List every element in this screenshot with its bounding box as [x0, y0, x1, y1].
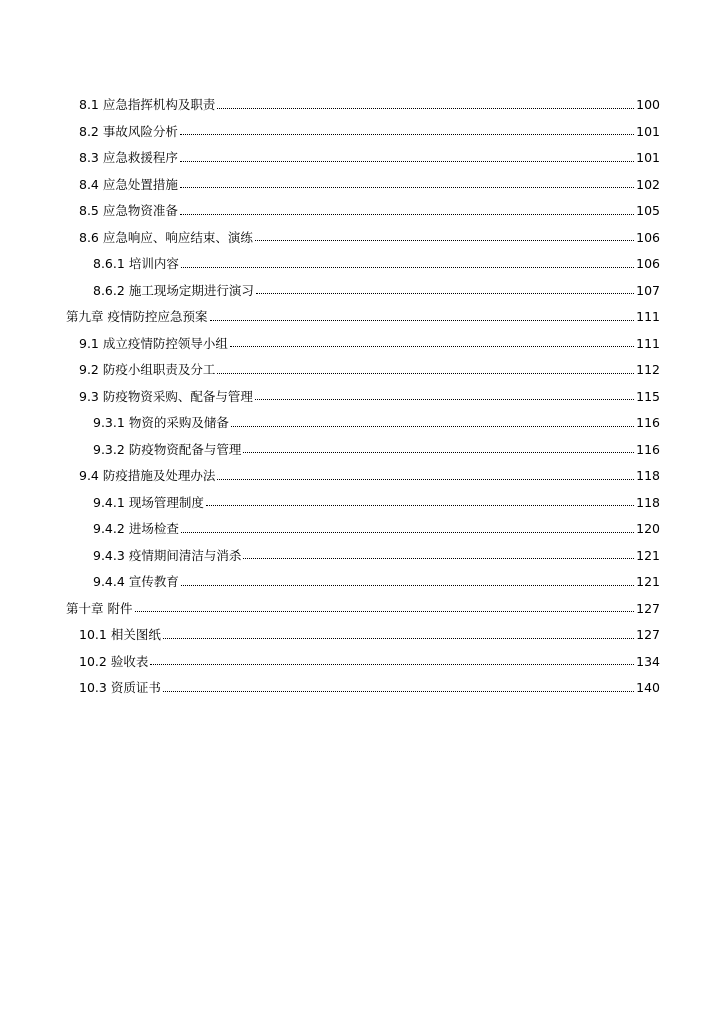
toc-entry-title: 事故风险分析: [102, 123, 178, 139]
toc-section-entry[interactable]: [66, 675, 660, 702]
toc-page-number: 102: [636, 176, 660, 192]
toc-section-entry[interactable]: [66, 92, 660, 119]
toc-entry-number: 9.2: [79, 362, 99, 377]
toc-entry-number: 10.2: [79, 653, 107, 669]
toc-entry-title: 应急响应、响应结束、演练: [102, 229, 253, 245]
toc-dot-leader: [243, 451, 634, 453]
toc-entry-number: 8.6: [79, 229, 99, 245]
toc-page-number: 106: [636, 256, 660, 271]
toc-dot-leader: [217, 372, 634, 374]
toc-entry-number: 8.4: [79, 176, 99, 192]
toc-entry-title: 应急救援程序: [102, 150, 178, 165]
toc-page-number: 107: [636, 282, 660, 298]
toc-entry-number: 第十章: [66, 600, 104, 616]
toc-entry-title: 防疫措施及处理办法: [102, 468, 216, 483]
toc-dot-leader: [255, 398, 634, 400]
toc-entry-number: 9.4.3: [93, 547, 125, 563]
toc-entry-number: 9.4: [79, 468, 99, 483]
toc-entry-number: 9.3.1: [93, 415, 125, 430]
toc-entry-title: 宣传教育: [128, 574, 179, 589]
toc-entry-title: 资质证书: [110, 680, 161, 695]
toc-dot-leader: [181, 266, 634, 268]
toc-section-entry[interactable]: [66, 331, 660, 358]
toc-entry-title: 防疫小组职责及分工: [102, 362, 216, 377]
toc-section-entry[interactable]: [66, 145, 660, 172]
toc-entry-number: 10.3: [79, 680, 107, 695]
toc-entry-title: 物资的采购及储备: [128, 415, 229, 430]
toc-section-entry[interactable]: [66, 198, 660, 225]
toc-entry-title: 防疫物资配备与管理: [128, 441, 242, 457]
toc-entry-number: 9.4.4: [93, 574, 125, 589]
toc-entry-number: 9.4.1: [93, 494, 125, 510]
toc-entry-title: 验收表: [110, 653, 149, 669]
toc-entry-number: 9.1: [79, 335, 99, 351]
toc-dot-leader: [150, 663, 634, 665]
toc-entry-number: 8.1: [79, 97, 99, 112]
table-of-contents: [66, 92, 660, 702]
toc-page-number: 118: [636, 494, 660, 510]
toc-entry-number: 8.6.1: [93, 256, 125, 271]
toc-entry-title: 应急指挥机构及职责: [102, 97, 216, 112]
toc-dot-leader: [243, 557, 634, 559]
toc-page-number: 127: [636, 627, 660, 642]
toc-entry-title: 培训内容: [128, 256, 179, 271]
toc-entry-title: 相关图纸: [110, 627, 161, 642]
toc-dot-leader: [180, 213, 634, 215]
toc-chapter-entry[interactable]: [66, 304, 660, 331]
toc-page-number: 115: [636, 388, 660, 404]
toc-page-number: 121: [636, 547, 660, 563]
toc-entry-title: 现场管理制度: [128, 494, 204, 510]
toc-entry-title: 疫情防控应急预案: [107, 309, 208, 324]
toc-dot-leader: [217, 107, 634, 109]
toc-entry-number: 8.2: [79, 123, 99, 139]
toc-entry-number: 9.3.2: [93, 441, 125, 457]
toc-dot-leader: [180, 133, 634, 135]
toc-section-entry[interactable]: [66, 119, 660, 146]
toc-page-number: 111: [636, 335, 660, 351]
toc-page-number: 111: [636, 309, 660, 324]
toc-section-entry[interactable]: [66, 622, 660, 649]
toc-dot-leader: [210, 319, 635, 321]
toc-page-number: 112: [636, 362, 660, 377]
toc-page-number: 118: [636, 468, 660, 483]
toc-dot-leader: [217, 478, 634, 480]
toc-section-entry[interactable]: [66, 543, 660, 570]
toc-entry-number: 8.5: [79, 203, 99, 218]
toc-section-entry[interactable]: [66, 569, 660, 596]
toc-dot-leader: [181, 584, 634, 586]
toc-page-number: 105: [636, 203, 660, 218]
toc-entry-title: 应急处置措施: [102, 176, 178, 192]
toc-entry-number: 9.4.2: [93, 521, 125, 536]
toc-entry-title: 应急物资准备: [102, 203, 178, 218]
toc-section-entry[interactable]: [66, 357, 660, 384]
toc-entry-title: 成立疫情防控领导小组: [102, 335, 228, 351]
toc-dot-leader: [255, 239, 634, 241]
toc-dot-leader: [206, 504, 634, 506]
toc-entry-title: 疫情期间清洁与消杀: [128, 547, 242, 563]
toc-dot-leader: [180, 186, 634, 188]
toc-page-number: 116: [636, 415, 660, 430]
toc-entry-number: 10.1: [79, 627, 107, 642]
toc-page-number: 100: [636, 97, 660, 112]
toc-page-number: 116: [636, 441, 660, 457]
toc-dot-leader: [256, 292, 634, 294]
toc-dot-leader: [135, 610, 635, 612]
toc-section-entry[interactable]: [66, 463, 660, 490]
toc-entry-title: 附件: [107, 600, 133, 616]
toc-section-entry[interactable]: [66, 437, 660, 464]
toc-section-entry[interactable]: [66, 649, 660, 676]
toc-dot-leader: [230, 345, 634, 347]
toc-page-number: 121: [636, 574, 660, 589]
toc-dot-leader: [180, 160, 634, 162]
toc-entry-title: 施工现场定期进行演习: [128, 282, 254, 298]
toc-section-entry[interactable]: [66, 384, 660, 411]
toc-section-entry[interactable]: [66, 410, 660, 437]
toc-page-number: 106: [636, 229, 660, 245]
toc-section-entry[interactable]: [66, 172, 660, 199]
toc-section-entry[interactable]: [66, 251, 660, 278]
toc-entry-title: 防疫物资采购、配备与管理: [102, 388, 253, 404]
toc-section-entry[interactable]: [66, 516, 660, 543]
toc-chapter-entry[interactable]: [66, 596, 660, 623]
toc-entry-number: 8.3: [79, 150, 99, 165]
toc-section-entry[interactable]: [66, 278, 660, 305]
toc-page-number: 140: [636, 680, 660, 695]
toc-section-entry[interactable]: [66, 225, 660, 252]
toc-entry-number: 第九章: [66, 309, 104, 324]
toc-section-entry[interactable]: [66, 490, 660, 517]
toc-page-number: 134: [636, 653, 660, 669]
toc-dot-leader: [181, 531, 634, 533]
toc-dot-leader: [231, 425, 634, 427]
toc-entry-title: 进场检查: [128, 521, 179, 536]
toc-dot-leader: [163, 637, 634, 639]
toc-page-number: 101: [636, 150, 660, 165]
toc-dot-leader: [163, 690, 634, 692]
toc-entry-number: 9.3: [79, 388, 99, 404]
toc-page-number: 101: [636, 123, 660, 139]
toc-page-number: 127: [636, 600, 660, 616]
toc-page-number: 120: [636, 521, 660, 536]
toc-entry-number: 8.6.2: [93, 282, 125, 298]
